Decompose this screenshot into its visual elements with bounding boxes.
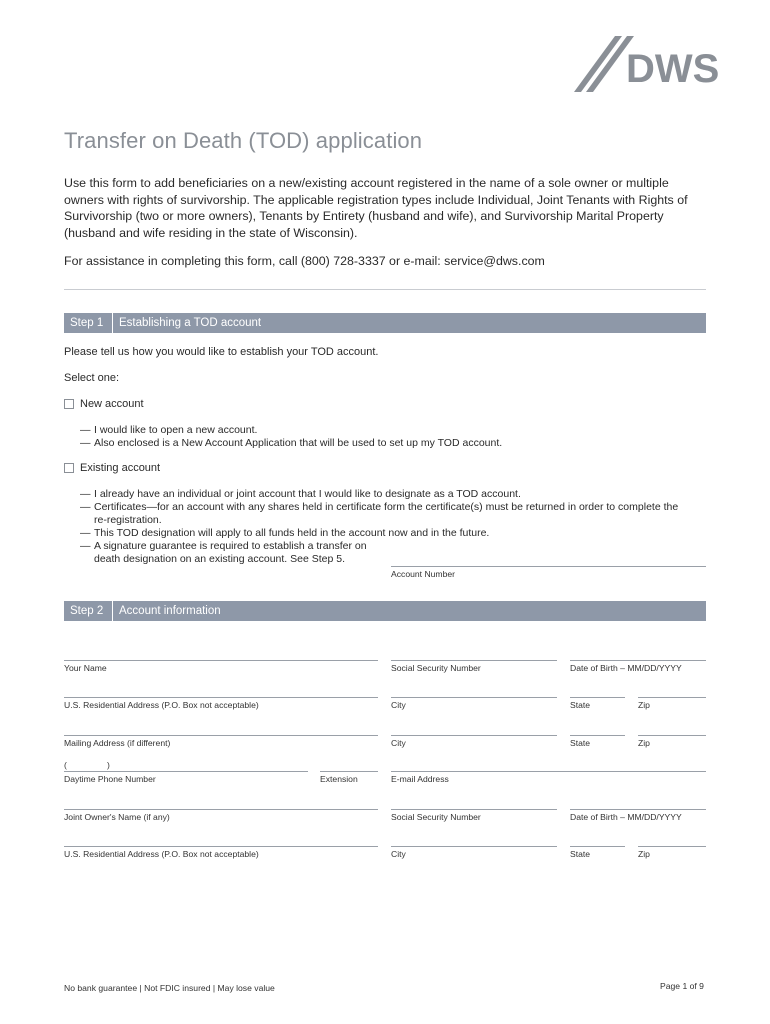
extension-label: Extension xyxy=(320,774,358,784)
joint-residential-address-field[interactable] xyxy=(64,846,378,847)
zip-label: Zip xyxy=(638,700,650,710)
step1-prompt: Please tell us how you would like to establish your TOD account. xyxy=(64,346,379,358)
ssn-field[interactable] xyxy=(391,660,557,661)
phone-field[interactable] xyxy=(64,771,308,772)
state-field[interactable] xyxy=(570,697,625,698)
joint-owner-name-field[interactable] xyxy=(64,809,378,810)
phone-label: Daytime Phone Number xyxy=(64,774,156,784)
mailing-zip-field[interactable] xyxy=(638,735,706,736)
step1-label: Establishing a TOD account xyxy=(119,317,262,329)
mailing-city-label: City xyxy=(391,738,406,748)
step2-number: Step 2 xyxy=(64,601,113,621)
joint-state-field[interactable] xyxy=(570,846,625,847)
joint-dob-field[interactable] xyxy=(570,809,706,810)
dws-logo xyxy=(570,34,732,94)
page-number: Page 1 of 9 xyxy=(660,981,704,991)
city-field[interactable] xyxy=(391,697,557,698)
mailing-address-label: Mailing Address (if different) xyxy=(64,738,171,748)
joint-city-label: City xyxy=(391,849,406,859)
mailing-zip-label: Zip xyxy=(638,738,650,748)
new-account-checkbox[interactable] xyxy=(64,399,74,409)
your-name-field[interactable] xyxy=(64,660,378,661)
step1-number: Step 1 xyxy=(64,313,113,333)
email-label: E-mail Address xyxy=(391,774,449,784)
step1-header xyxy=(64,313,706,333)
list-item: — I already have an individual or joint account that I would like to designate as a TOD account. xyxy=(80,488,521,500)
joint-zip-field[interactable] xyxy=(638,846,706,847)
joint-residential-address-label: U.S. Residential Address (P.O. Box not acceptable) xyxy=(64,849,259,859)
phone-area-open: ( xyxy=(64,760,67,770)
step2-label: Account information xyxy=(119,605,221,617)
phone-area-close: ) xyxy=(107,760,110,770)
extension-field[interactable] xyxy=(320,771,378,772)
ssn-label: Social Security Number xyxy=(391,663,481,673)
logo-text: DWS xyxy=(626,47,720,91)
existing-account-bullets xyxy=(80,488,692,566)
residential-address-label: U.S. Residential Address (P.O. Box not acceptable) xyxy=(64,700,259,710)
mailing-address-field[interactable] xyxy=(64,735,378,736)
existing-account-label: Existing account xyxy=(80,462,161,474)
city-label: City xyxy=(391,700,406,710)
dob-field[interactable] xyxy=(570,660,706,661)
zip-field[interactable] xyxy=(638,697,706,698)
joint-state-label: State xyxy=(570,849,591,859)
list-item: — Also enclosed is a New Account Application that will be used to set up my TOD account. xyxy=(80,437,503,449)
dob-label: Date of Birth – MM/DD/YYYY xyxy=(570,663,682,673)
assistance-text: For assistance in completing this form, call (800) 728-3337 or e-mail: service@dws.com xyxy=(64,254,545,268)
account-number-label: Account Number xyxy=(391,569,456,579)
joint-owner-name-label: Joint Owner's Name (if any) xyxy=(64,812,170,822)
state-label: State xyxy=(570,700,591,710)
joint-ssn-label: Social Security Number xyxy=(391,812,481,822)
mailing-state-field[interactable] xyxy=(570,735,625,736)
select-one-label: Select one: xyxy=(64,372,120,384)
joint-dob-label: Date of Birth – MM/DD/YYYY xyxy=(570,812,682,822)
list-item: — I would like to open a new account. xyxy=(80,424,258,436)
residential-address-field[interactable] xyxy=(64,697,378,698)
email-field[interactable] xyxy=(391,771,706,772)
intro-paragraph: Use this form to add beneficiaries on a new/existing account registered in the name of a sole owner or multiple owners with rights of survivorship. The applicable registration types include Individual, Joint Tenants with Rights of Survivorship (two or more owners), Tenants by Entirety (husband and wife), and Survivorship Marital Property (husband and wife residing in the state of Wisconsin). xyxy=(64,176,688,240)
your-name-label: Your Name xyxy=(64,663,107,673)
mailing-state-label: State xyxy=(570,738,591,748)
page-title: Transfer on Death (TOD) application xyxy=(64,128,423,153)
joint-zip-label: Zip xyxy=(638,849,650,859)
list-item: — Certificates—for an account with any shares held in certificate form the certificate(s) must be returned in order to complete the re-registration. xyxy=(80,501,679,526)
mailing-city-field[interactable] xyxy=(391,735,557,736)
new-account-bullets xyxy=(80,424,700,450)
footer-disclaimer: No bank guarantee | Not FDIC insured | May lose value xyxy=(64,983,275,993)
new-account-label: New account xyxy=(80,398,144,410)
list-item: — This TOD designation will apply to all funds held in the account now and in the future. xyxy=(80,527,490,539)
joint-city-field[interactable] xyxy=(391,846,557,847)
step2-header xyxy=(64,601,706,621)
joint-ssn-field[interactable] xyxy=(391,809,557,810)
divider xyxy=(64,289,706,290)
existing-account-checkbox[interactable] xyxy=(64,463,74,473)
list-item: — A signature guarantee is required to establish a transfer on death designation on an existing account. See Step 5. xyxy=(80,540,367,565)
account-number-field[interactable] xyxy=(391,566,706,567)
